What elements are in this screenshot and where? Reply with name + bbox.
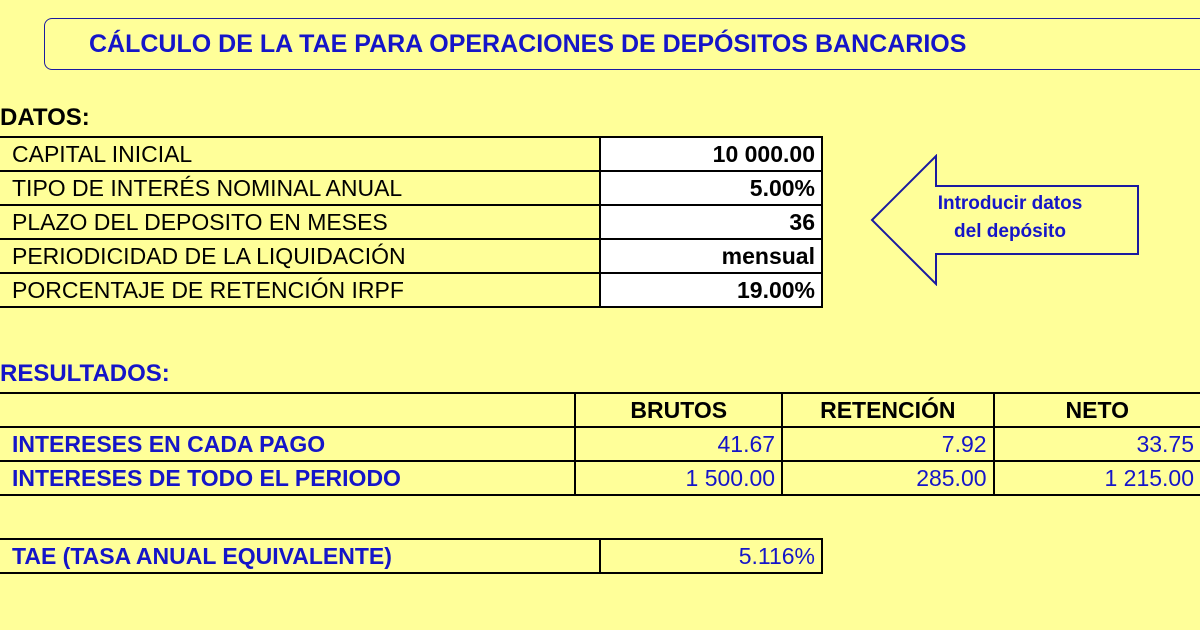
intereses-cada-pago-label: INTERESES EN CADA PAGO: [0, 427, 575, 461]
table-header-row: [0, 393, 1200, 427]
plazo-input[interactable]: 36: [600, 205, 822, 239]
intereses-todo-periodo-brutos: 1 500.00: [575, 461, 782, 495]
table-row: [0, 239, 822, 273]
resultados-heading: RESULTADOS:: [0, 360, 170, 387]
table-row: [0, 205, 822, 239]
page-title: [44, 18, 1200, 70]
resultados-table: [0, 392, 1200, 496]
tae-value: 5.116%: [600, 539, 822, 573]
datos-table: [0, 136, 823, 308]
introducir-datos-callout: [870, 154, 1142, 286]
intereses-todo-periodo-neto: 1 215.00: [994, 461, 1200, 495]
callout-line-1: Introducir datos: [937, 193, 1083, 214]
plazo-label: PLAZO DEL DEPOSITO EN MESES: [0, 205, 600, 239]
tipo-interes-input[interactable]: 5.00%: [600, 171, 822, 205]
retencion-irpf-input[interactable]: 19.00%: [600, 273, 822, 307]
table-row: [0, 539, 822, 573]
table-row: [0, 171, 822, 205]
intereses-todo-periodo-retencion: 285.00: [782, 461, 993, 495]
callout-line-2: del depósito: [954, 221, 1066, 242]
periodicidad-input[interactable]: mensual: [600, 239, 822, 273]
page-title-text: CÁLCULO DE LA TAE PARA OPERACIONES DE DEPÓSITOS BANCARIOS: [89, 29, 967, 58]
table-row: [0, 273, 822, 307]
empty-header-cell: [0, 393, 575, 427]
column-header-brutos: BRUTOS: [575, 393, 782, 427]
datos-heading: DATOS:: [0, 104, 90, 131]
retencion-irpf-label: PORCENTAJE DE RETENCIÓN IRPF: [0, 273, 600, 307]
intereses-cada-pago-brutos: 41.67: [575, 427, 782, 461]
column-header-retencion: RETENCIÓN: [782, 393, 993, 427]
table-row: [0, 461, 1200, 495]
intereses-cada-pago-retencion: 7.92: [782, 427, 993, 461]
capital-inicial-input[interactable]: 10 000.00: [600, 137, 822, 171]
periodicidad-label: PERIODICIDAD DE LA LIQUIDACIÓN: [0, 239, 600, 273]
column-header-neto: NETO: [994, 393, 1200, 427]
capital-inicial-label: CAPITAL INICIAL: [0, 137, 600, 171]
tipo-interes-label: TIPO DE INTERÉS NOMINAL ANUAL: [0, 171, 600, 205]
table-row: [0, 137, 822, 171]
callout-text: [910, 190, 1110, 246]
intereses-cada-pago-neto: 33.75: [994, 427, 1200, 461]
tae-table: [0, 538, 823, 574]
table-row: [0, 427, 1200, 461]
tae-label: TAE (TASA ANUAL EQUIVALENTE): [0, 539, 600, 573]
intereses-todo-periodo-label: INTERESES DE TODO EL PERIODO: [0, 461, 575, 495]
